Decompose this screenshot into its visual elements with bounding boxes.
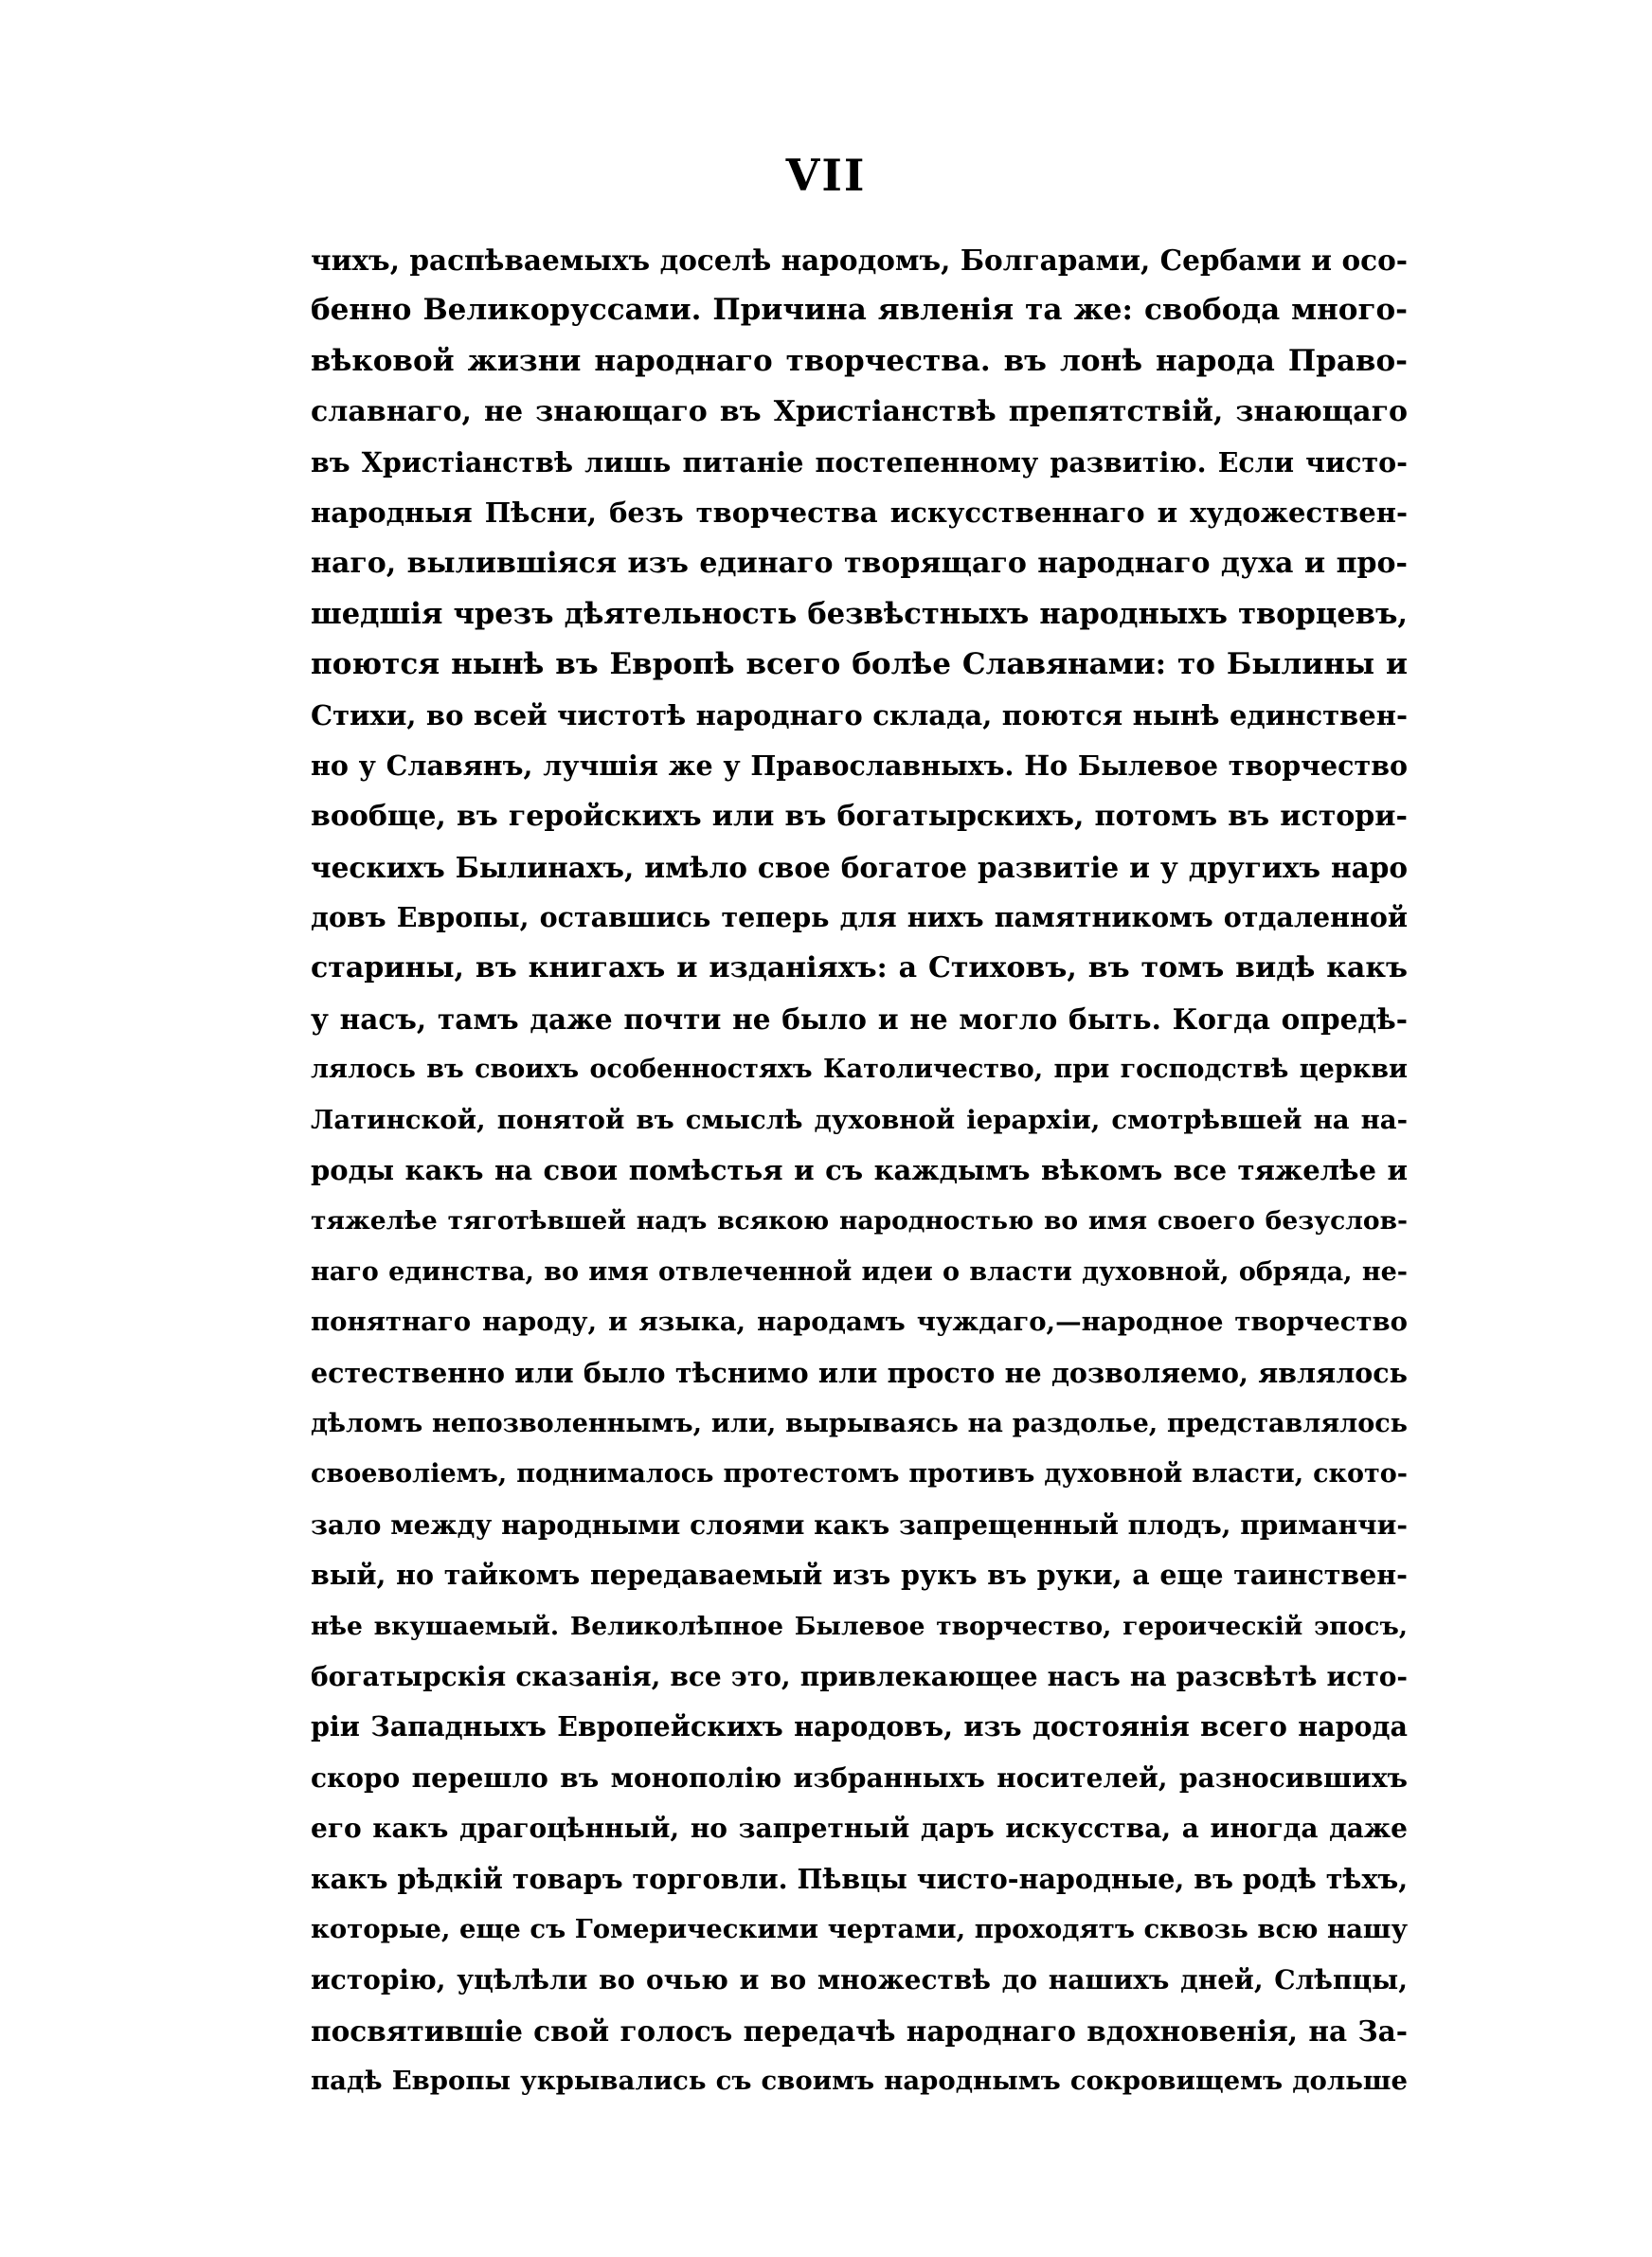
- page-number: VII: [785, 150, 867, 201]
- text-line: Латинской, понятой въ смыслѣ духовной іерархіи, смотрѣвшей на на-: [311, 1104, 1408, 1135]
- text-line: бенно Великоруссами. Причина явленія та же: свобода много-: [311, 293, 1408, 328]
- text-line: зало между народными слоями какъ запрещенный плодъ, приманчи-: [311, 1508, 1408, 1541]
- text-line: роды какъ на свои помѣстья и съ каждымъ вѣкомъ все тяжелѣе и: [311, 1154, 1408, 1187]
- text-line: въ Христіанствѣ лишь питаніе постепенному развитію. Если чисто-: [311, 445, 1408, 478]
- text-line: падѣ Европы укрывались съ своимъ народнымъ сокровищемъ дольше: [311, 2066, 1408, 2097]
- text-line: богатырскія сказанія, все это, привлекающее насъ на разсвѣтѣ исто-: [311, 1660, 1408, 1692]
- text-line: у насъ, тамъ даже почти не было и не могло быть. Когда опредѣ-: [311, 1002, 1408, 1036]
- text-line: вообще, въ геройскихъ или въ богатырскихъ, потомъ въ истори-: [311, 800, 1408, 834]
- text-line: Стихи, во всей чистотѣ народнаго склада, поются нынѣ единствен-: [311, 698, 1408, 731]
- text-line: скоро перешло въ монополію избранныхъ носителей, разносившихъ: [311, 1761, 1408, 1794]
- text-line: какъ рѣдкій товаръ торговли. Пѣвцы чисто-народные, въ родѣ тѣхъ,: [311, 1862, 1408, 1895]
- text-line: наго единства, во имя отвлеченной идеи о власти духовной, обряда, не-: [311, 1256, 1408, 1287]
- text-line: вый, но тайкомъ передаваемый изъ рукъ въ руки, а еще таинствен-: [311, 1559, 1408, 1592]
- text-line: но у Славянъ, лучшія же у Православныхъ. Но Былевое творчество: [311, 749, 1408, 782]
- text-line: своеволіемъ, поднималось протестомъ противъ духовной власти, ското-: [311, 1459, 1408, 1490]
- body-text: [311, 235, 1408, 2106]
- text-line: дѣломъ непозволеннымъ, или, вырываясь на раздолье, представлялось: [311, 1408, 1408, 1438]
- text-line: исторію, уцѣлѣли во очью и во множествѣ до нашихъ дней, Слѣпцы,: [311, 1964, 1408, 1996]
- text-line: старины, въ книгахъ и изданіяхъ: а Стиховъ, въ томъ видѣ какъ: [311, 951, 1408, 985]
- text-line: чихъ, распѣваемыхъ доселѣ народомъ, Болгарами, Сербами и осо-: [311, 244, 1408, 277]
- text-line: наго, вылившіяся изъ единаго творящаго народнаго духа и про-: [311, 547, 1408, 581]
- text-line: нѣе вкушаемый. Великолѣпное Былевое творчество, героическій эпосъ,: [311, 1611, 1408, 1641]
- text-line: ріи Западныхъ Европейскихъ народовъ, изъ достоянія всего народа: [311, 1710, 1408, 1743]
- text-line: его какъ драгоцѣнный, но запретный даръ искусства, а иногда даже: [311, 1813, 1408, 1845]
- text-line: довъ Европы, оставшись теперь для нихъ памятникомъ отдаленной: [311, 901, 1408, 934]
- text-line: народныя Пѣсни, безъ творчества искусственнаго и художествен-: [311, 496, 1408, 529]
- text-line: естественно или было тѣснимо или просто не дозволяемо, являлось: [311, 1356, 1408, 1389]
- text-line: шедшія чрезъ дѣятельность безвѣстныхъ народныхъ творцевъ,: [311, 596, 1408, 631]
- text-line: лялось въ своихъ особенностяхъ Католичество, при господствѣ церкви: [311, 1055, 1408, 1085]
- text-line: тяжелѣе тяготѣвшей надъ всякою народностью во имя своего безуслов-: [311, 1206, 1408, 1237]
- text-line: ческихъ Былинахъ, имѣло свое богатое развитіе и у другихъ наро: [311, 850, 1408, 884]
- text-line: понятнаго народу, и языка, народамъ чуждаго,—народное творчество: [311, 1307, 1408, 1338]
- text-line: которые, еще съ Гомерическими чертами, проходятъ сквозь всю нашу: [311, 1913, 1408, 1944]
- text-line: вѣковой жизни народнаго творчества. въ лонѣ народа Право-: [311, 343, 1408, 378]
- text-line: поются нынѣ въ Европѣ всего болѣе Славянами: то Былины и: [311, 647, 1408, 682]
- text-line: славнаго, не знающаго въ Христіанствѣ препятствій, знающаго: [311, 395, 1408, 429]
- text-line: посвятившіе свой голосъ передачѣ народнаго вдохновенія, на За-: [311, 2013, 1408, 2048]
